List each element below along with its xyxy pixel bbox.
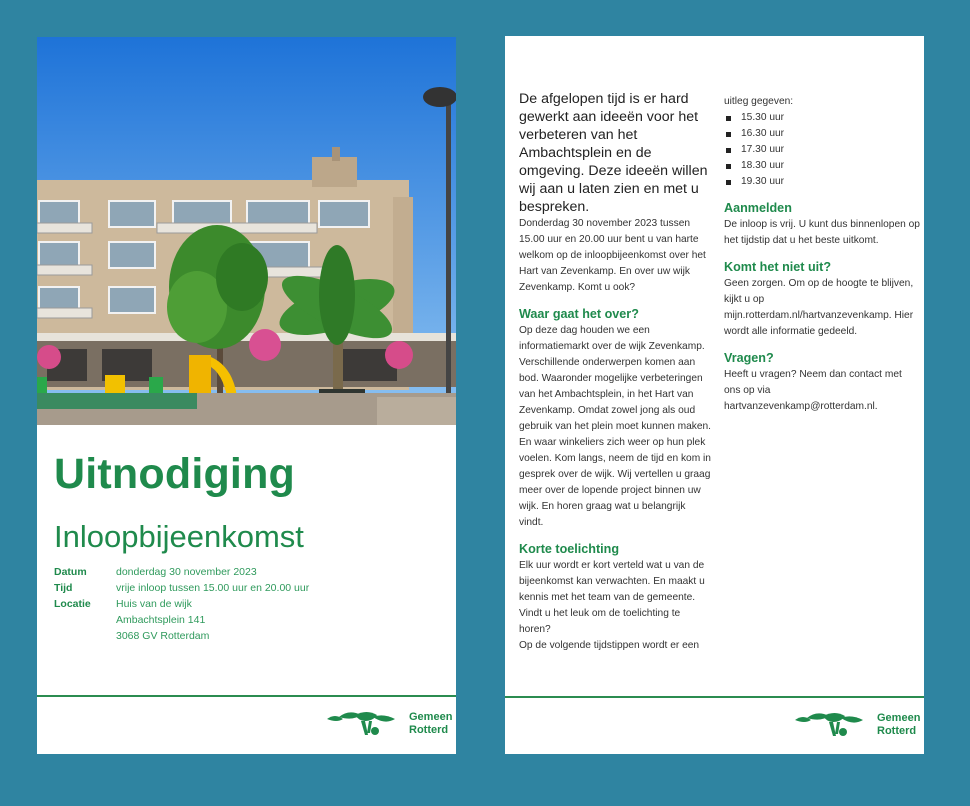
- invitation-front-page: [37, 37, 456, 754]
- continuation-text: uitleg gegeven:: [724, 96, 794, 107]
- section-body: Elk uur wordt er kort verteld wat u van de bijeenkomst kan verwachten. En maakt u kennis met het team van de gemeente. Vindt u het leuk om de toelichting te horen?: [519, 560, 705, 635]
- square-bullet-icon: [726, 148, 731, 153]
- section-body: De inloop is vrij. U kunt dus binnenlopen op het tijdstip dat u het beste uitkomt.: [724, 219, 920, 246]
- detail-label: Tijd: [54, 582, 73, 594]
- section-body: Geen zorgen. Om op de hoogte te blijven, kijkt u op mijn.rotterdam.nl/hartvanzevenkamp. Hier wordt alle informatie gedeeld.: [724, 278, 914, 337]
- square-bullet-icon: [726, 132, 731, 137]
- square-bullet-icon: [726, 164, 731, 169]
- section-body: Op de volgende tijdstippen wordt er een: [519, 640, 700, 651]
- section-body: Op deze dag houden we een informatiemarkt over de wijk Zevenkamp. Verschillende onderwerpen komen aan bod. Waaronder mogelijke verbeteringen van het Ambachtsplein, in het Hart van Zevenkamp. Omdat zowel jong als oud gebruik van het plein moet kunnen maken. En waar winkeliers zich weer op hun plek voelen. Kom langs, neem de tijd en kom in gesprek over de wijk. Wij vertellen u graag meer over de lopende project binnen uw wijk. En horen graag wat u belangrijk vindt.: [519, 325, 711, 528]
- section-heading: Korte toelichting: [519, 542, 620, 556]
- list-item: 17.30 uur: [724, 142, 920, 158]
- section-heading: Waar gaat het over?: [519, 307, 639, 321]
- text-column-right: [724, 94, 920, 415]
- page-title: Uitnodiging: [54, 450, 296, 498]
- municipality-logo: [325, 709, 452, 739]
- section-heading: Aanmelden: [724, 201, 792, 215]
- text-column-left: [519, 90, 711, 654]
- detail-value: Huis van de wijk: [116, 598, 192, 610]
- section-heading: Vragen?: [724, 351, 774, 365]
- page-subtitle: Inloopbijeenkomst: [54, 519, 304, 554]
- list-item: 19.30 uur: [724, 174, 920, 190]
- invitation-back-page: [505, 36, 924, 754]
- detail-label: Datum: [54, 566, 87, 578]
- square-bullet-icon: [726, 180, 731, 185]
- list-item: 16.30 uur: [724, 126, 920, 142]
- detail-value: vrije inloop tussen 15.00 uur en 20.00 uur: [116, 582, 310, 594]
- logo-text-line1: Gemeen: [409, 711, 453, 723]
- footer-divider: [505, 696, 924, 698]
- address-line: 3068 GV Rotterdam: [116, 630, 210, 642]
- logo-text-line2: Rotterd: [877, 725, 917, 737]
- section-body: Heeft u vragen? Neem dan contact met ons op via hartvanzevenkamp@rotterdam.nl.: [724, 369, 902, 412]
- detail-row-time: [54, 580, 309, 596]
- stork-logo-icon: [325, 709, 403, 739]
- logo-text-line1: Gemeen: [877, 712, 921, 724]
- municipality-logo: [793, 710, 920, 740]
- intro-text: De afgelopen tijd is er hard gewerkt aan ideeën voor het verbeteren van het Ambachtsplein en de omgeving. Deze ideeën willen wij aan u laten zien en met u bespreken.: [519, 91, 708, 215]
- section-heading: Komt het niet uit?: [724, 260, 832, 274]
- address-line: Ambachtsplein 141: [116, 614, 206, 626]
- event-details: [54, 564, 309, 644]
- detail-label: Locatie: [54, 598, 91, 610]
- detail-value: donderdag 30 november 2023: [116, 566, 257, 578]
- time-slot-list: [724, 110, 920, 190]
- stork-logo-icon: [793, 710, 871, 740]
- cover-photo: [37, 37, 456, 425]
- footer-divider: [37, 695, 456, 697]
- intro-body: Donderdag 30 november 2023 tussen 15.00 uur en 20.00 uur bent u van harte welkom op de inloopbijeenkomst over het Hart van Zevenkamp. En over uw wijk Zevenkamp. Komt u ook?: [519, 218, 706, 293]
- list-item: 15.30 uur: [724, 110, 920, 126]
- square-bullet-icon: [726, 116, 731, 121]
- logo-text-line2: Rotterd: [409, 724, 449, 736]
- detail-row-date: [54, 564, 309, 580]
- detail-row-location: [54, 596, 309, 612]
- list-item: 18.30 uur: [724, 158, 920, 174]
